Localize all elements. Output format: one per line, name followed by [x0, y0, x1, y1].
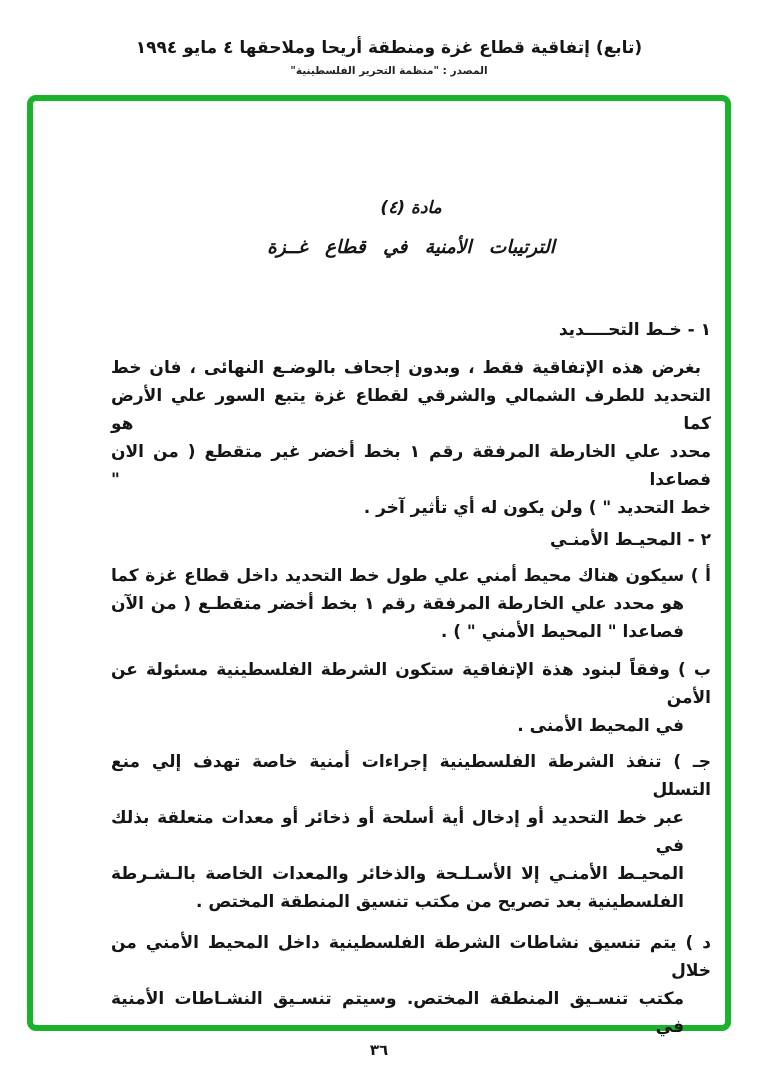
article-body: [111, 101, 711, 1041]
text-line: المحيـط الأمنـي إلا الأسـلـحة والذخائر والمعدات الخاصة بالـشـرطة: [111, 864, 684, 884]
list-item-b: [111, 656, 711, 740]
section-1-heading: ١ - خـط التحــــديد: [558, 320, 711, 340]
document-header: [40, 38, 738, 77]
article-number-title: مادة (٤): [380, 198, 442, 218]
text-line: بغرض هذه الإتفاقية فقط ، وبدون إجحاف بالوضـع النهائى ، فان خط: [111, 358, 701, 378]
list-item-d: [111, 929, 711, 1041]
text-line: د ) يتم تنسيق نشاطات الشرطة الفلسطينية داخل المحيط الأمني من خلال: [111, 933, 711, 981]
text-line: خط التحديد " ) ولن يكون له أي تأثير آخر .: [363, 498, 711, 518]
list-item-a: [111, 562, 711, 646]
text-line: الفلسطينية بعد تصريح من مكتب تنسيق المنطقة المختص .: [195, 892, 684, 912]
document-header-source: المصدر : "منظمة التحرير الفلسطينية": [290, 65, 488, 77]
text-line: محدد علي الخارطة المرفقة رقم ١ بخط أخضر غير متقطع ( من الان فصاعدا ": [111, 442, 711, 490]
section-1-paragraph: [111, 354, 711, 522]
text-line: التحديد للطرف الشمالي والشرقي لقطاع غزة يتبع السور علي الأرض كما هو: [111, 386, 711, 434]
text-line: أ ) سيكون هناك محيط أمني علي طول خط التحديد داخل قطاع غزة كما: [111, 566, 711, 586]
document-header-title: (تابع) إتفاقية قطاع غزة ومنطقة أريحا وملاحقها ٤ مايو ١٩٩٤: [135, 38, 643, 58]
text-line: مكتب تنسـيق المنطقة المختص. وسيتم تنسـيق النشـاطات الأمنية في: [111, 989, 684, 1037]
text-line: فصاعدا " المحيط الأمني " ) .: [440, 622, 684, 642]
page-number: ٣٦: [369, 1041, 389, 1059]
text-line: هو محدد علي الخارطة المرفقة رقم ١ بخط أخضر متقطـع ( من الآن: [111, 594, 685, 614]
text-line: في المحيط الأمنى .: [517, 716, 684, 736]
article-title: الترتيبات الأمنية في قطاع غــزة: [267, 237, 555, 258]
green-border-frame: [27, 95, 731, 1037]
list-item-j: [111, 748, 711, 916]
text-line: ب ) وفقاً لبنود هذة الإتفاقية ستكون الشرطة الفلسطينية مسئولة عن الأمن: [111, 660, 711, 708]
section-2-heading: ٢ - المحيـط الأمنـي: [550, 530, 711, 550]
text-line: عبر خط التحديد أو إدخال أية أسلحة أو ذخائر أو معدات متعلقة بذلك في: [111, 808, 684, 856]
text-line: جـ ) تنفذ الشرطة الفلسطينية إجراءات أمنية خاصة تهدف إلي منع التسلل: [111, 752, 711, 800]
